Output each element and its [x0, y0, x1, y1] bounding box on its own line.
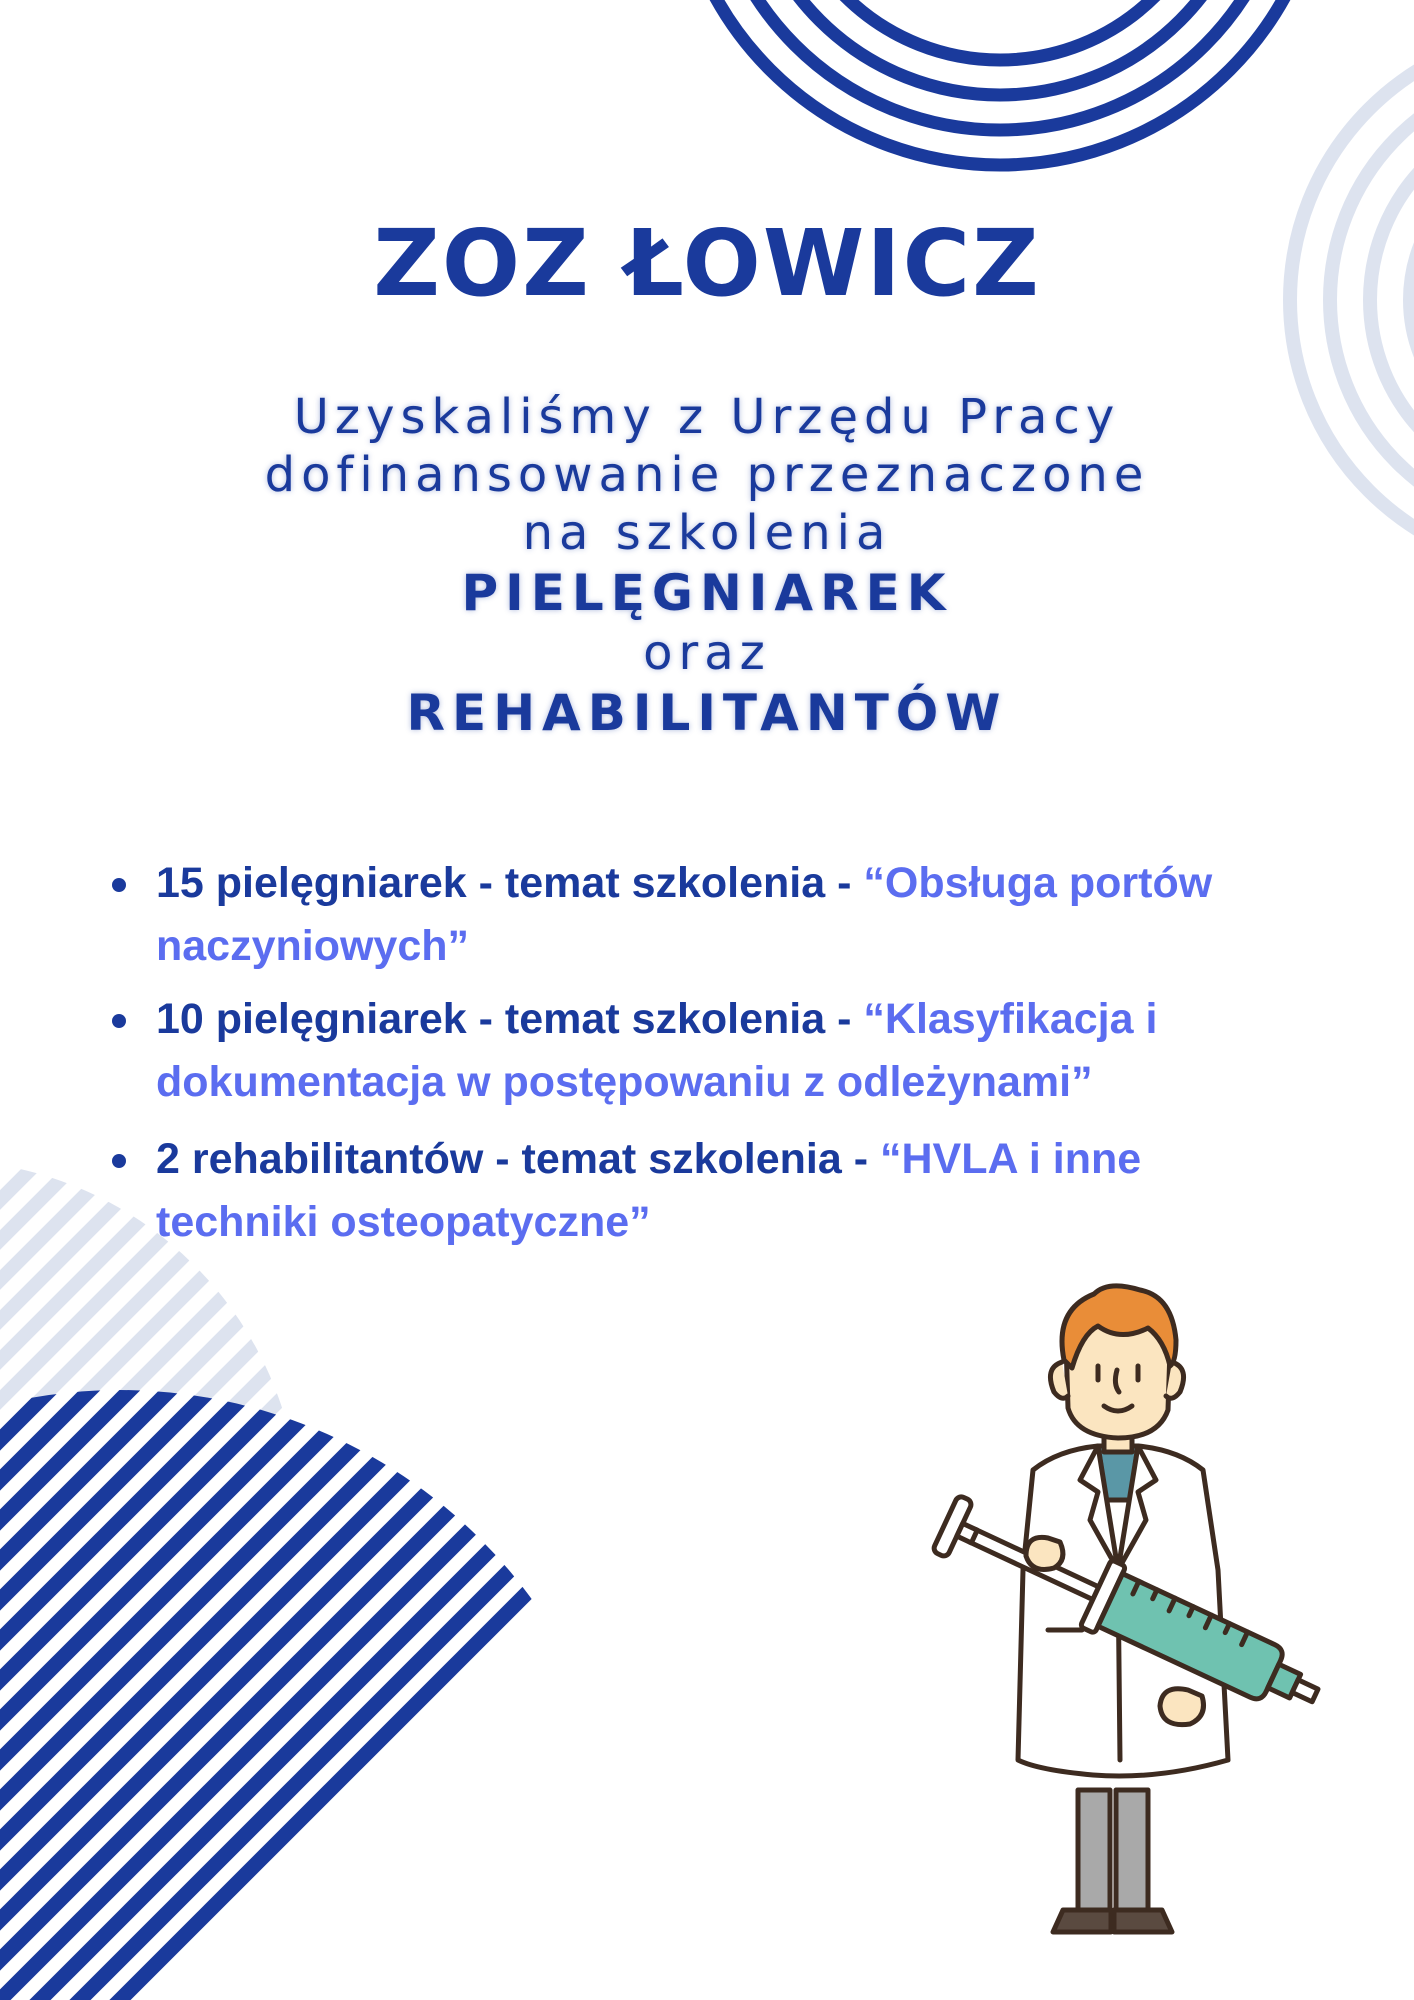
lead-line-3: na szkolenia: [522, 505, 892, 561]
lead-connector: oraz: [643, 625, 771, 681]
training-topic: “HVLA i inne techniki osteopatyczne”: [156, 1135, 1142, 1246]
training-list: [108, 852, 1248, 1264]
doctor-with-syringe-icon: [858, 1270, 1338, 1950]
lead-line-2: dofinansowanie przeznaczone: [264, 447, 1150, 503]
training-topic: “Obsługa portów naczyniowych”: [156, 859, 1213, 970]
lead-line-1: Uzyskaliśmy z Urzędu Pracy: [293, 389, 1121, 445]
list-item: [108, 852, 1248, 978]
list-item: [108, 988, 1248, 1114]
lead-text: [0, 388, 1414, 744]
bullet-icon: [112, 1154, 126, 1168]
training-description: 15 pielęgniarek - temat szkolenia -: [156, 859, 864, 907]
training-topic: “Klasyfikacja i dokumentacja w postępowaniu z odleżynami”: [156, 995, 1158, 1106]
bullet-icon: [112, 1014, 126, 1028]
training-description: 2 rehabilitantów - temat szkolenia -: [156, 1135, 880, 1183]
page-title: ZOZ ŁOWICZ: [373, 210, 1041, 317]
list-item: [108, 1128, 1248, 1254]
lead-group-physiotherapists: REHABILITANTÓW: [406, 684, 1008, 742]
lead-group-nurses: PIELĘGNIAREK: [461, 564, 953, 622]
bullet-icon: [112, 878, 126, 892]
training-description: 10 pielęgniarek - temat szkolenia -: [156, 995, 864, 1043]
